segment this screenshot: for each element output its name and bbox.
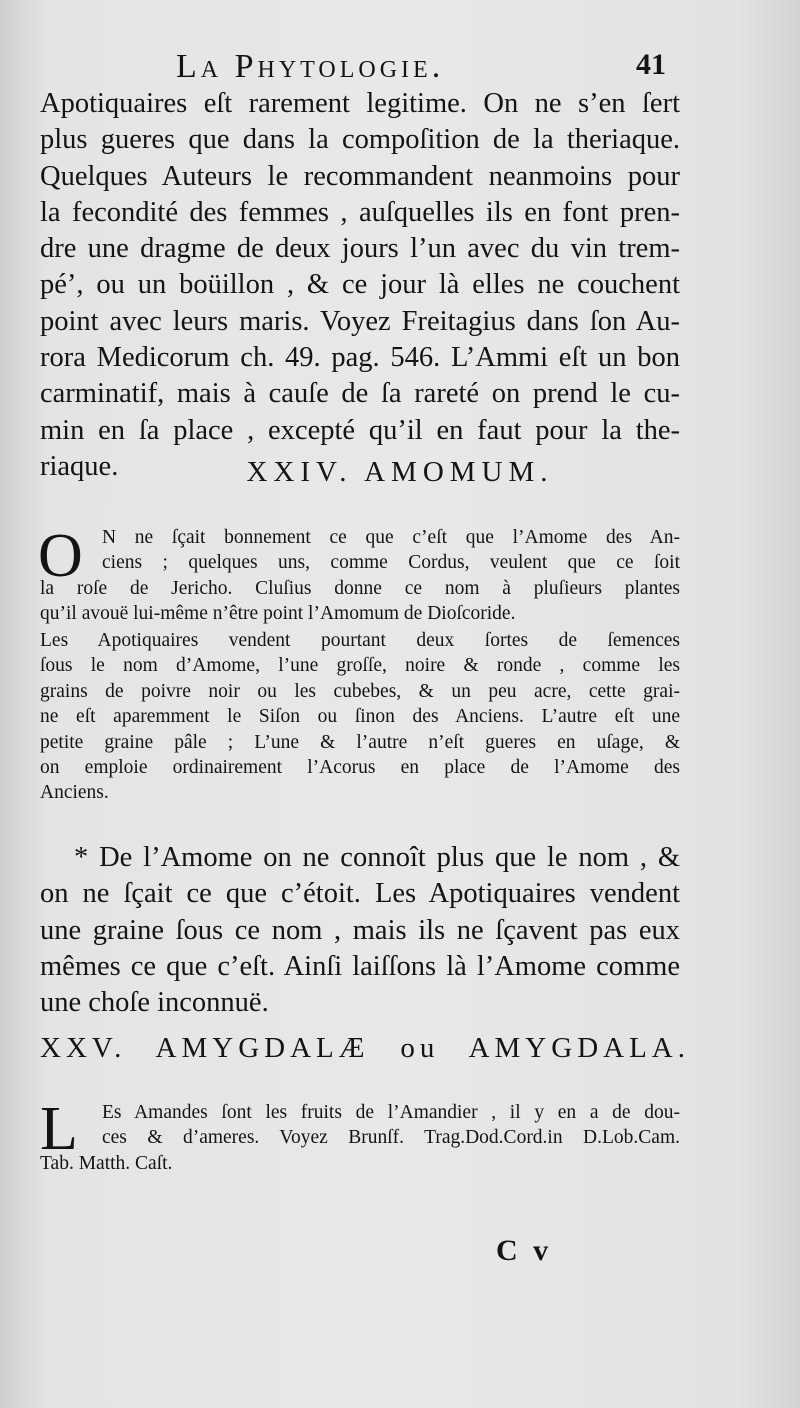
- text-line: point avec leurs maris. Voyez Freitagius dans ſon Au-: [40, 305, 680, 337]
- text-line: rora Medicorum ch. 49. pag. 546. L’Ammi eſt un bon: [40, 342, 680, 374]
- catchword: C v: [496, 1234, 553, 1267]
- text-line: riaque.: [40, 450, 119, 482]
- text-line: la roſe de Jericho. Cluſius donne ce nom à pluſieurs plantes: [40, 577, 680, 599]
- intro-paragraph: [40, 86, 680, 485]
- text-line: plus gueres que dans la compoſition de la theriaque.: [40, 124, 680, 156]
- amomum-note: [40, 840, 680, 1021]
- text-line: on ne ſçait ce que c’étoit. Les Apotiquaires vendent: [40, 878, 680, 910]
- amomum-paragraph-2: [40, 628, 680, 806]
- text-line: la fecondité des femmes , auſquelles ils en font pren-: [40, 196, 680, 228]
- section-heading-amomum: XXIV. AMOMUM.: [246, 456, 554, 488]
- text-line: Apotiquaires eſt rarement legitime. On ne s’en ſert: [40, 88, 680, 119]
- text-line: min en ſa place , excepté qu’il en faut pour la the-: [40, 414, 680, 446]
- text-line: Tab. Matth. Caſt.: [40, 1152, 173, 1174]
- text-line: grains de poivre noir ou les cubebes, & un peu acre, cette grai-: [40, 680, 680, 702]
- text-line: ſous le nom d’Amome, l’une groſſe, noire & ronde , comme les: [40, 655, 680, 677]
- text-line: ces & d’ameres. Voyez Brunſf. Trag.Dod.Cord.in D.Lob.Cam.: [102, 1127, 680, 1149]
- text-line: Es Amandes ſont les fruits de l’Amandier , il y en a de dou-: [102, 1102, 680, 1123]
- text-line: une choſe inconnuë.: [40, 987, 269, 1019]
- text-line: qu’il avouë lui-même n’être point l’Amomum de Dioſcoride.: [40, 603, 516, 625]
- page-number: 41: [636, 48, 666, 81]
- amygdalae-paragraph: [40, 1095, 680, 1176]
- dropcap-l: L: [40, 1095, 78, 1163]
- text-line: une graine ſous ce nom , mais ils ne ſçavent pas eux: [40, 914, 680, 946]
- text-line: pé’, ou un boüillon , & ce jour là elles ne couchent: [40, 269, 680, 301]
- text-line: on emploie ordinairement l’Acorus en place de l’Amome des: [40, 757, 680, 779]
- text-line: petite graine pâle ; L’une & l’autre n’eſt gueres en uſage, &: [40, 731, 680, 753]
- text-line: Les Apotiquaires vendent pourtant deux ſortes de ſemences: [40, 630, 680, 651]
- text-line: mêmes ce que c’eſt. Ainſi laiſſons là l’Amome comme: [40, 950, 680, 982]
- section-heading-amygdalae: XXV. AMYGDALÆ ou AMYGDALA.: [40, 1032, 690, 1064]
- text-line: * De l’Amome on ne connoît plus que le nom , &: [74, 842, 680, 873]
- text-line: carminatif, mais à cauſe de ſa rareté on prend le cu-: [40, 378, 680, 410]
- dropcap-o: O: [38, 522, 83, 590]
- text-line: Quelques Auteurs le recommandent neanmoins pour: [40, 160, 680, 192]
- text-line: Anciens.: [40, 782, 109, 804]
- text-line: dre une dragme de deux jours l’un avec du vin trem-: [40, 233, 680, 265]
- amomum-paragraph-1: [38, 522, 680, 627]
- text-line: N ne ſçait bonnement ce que c’eſt que l’Amome des An-: [102, 527, 680, 548]
- running-title: La Phytologie.: [176, 48, 445, 85]
- text-line: ne eſt aparemment le Siſon ou ſinon des Anciens. L’autre eſt une: [40, 706, 680, 728]
- text-line: ciens ; quelques uns, comme Cordus, veulent que ce ſoit: [102, 552, 680, 574]
